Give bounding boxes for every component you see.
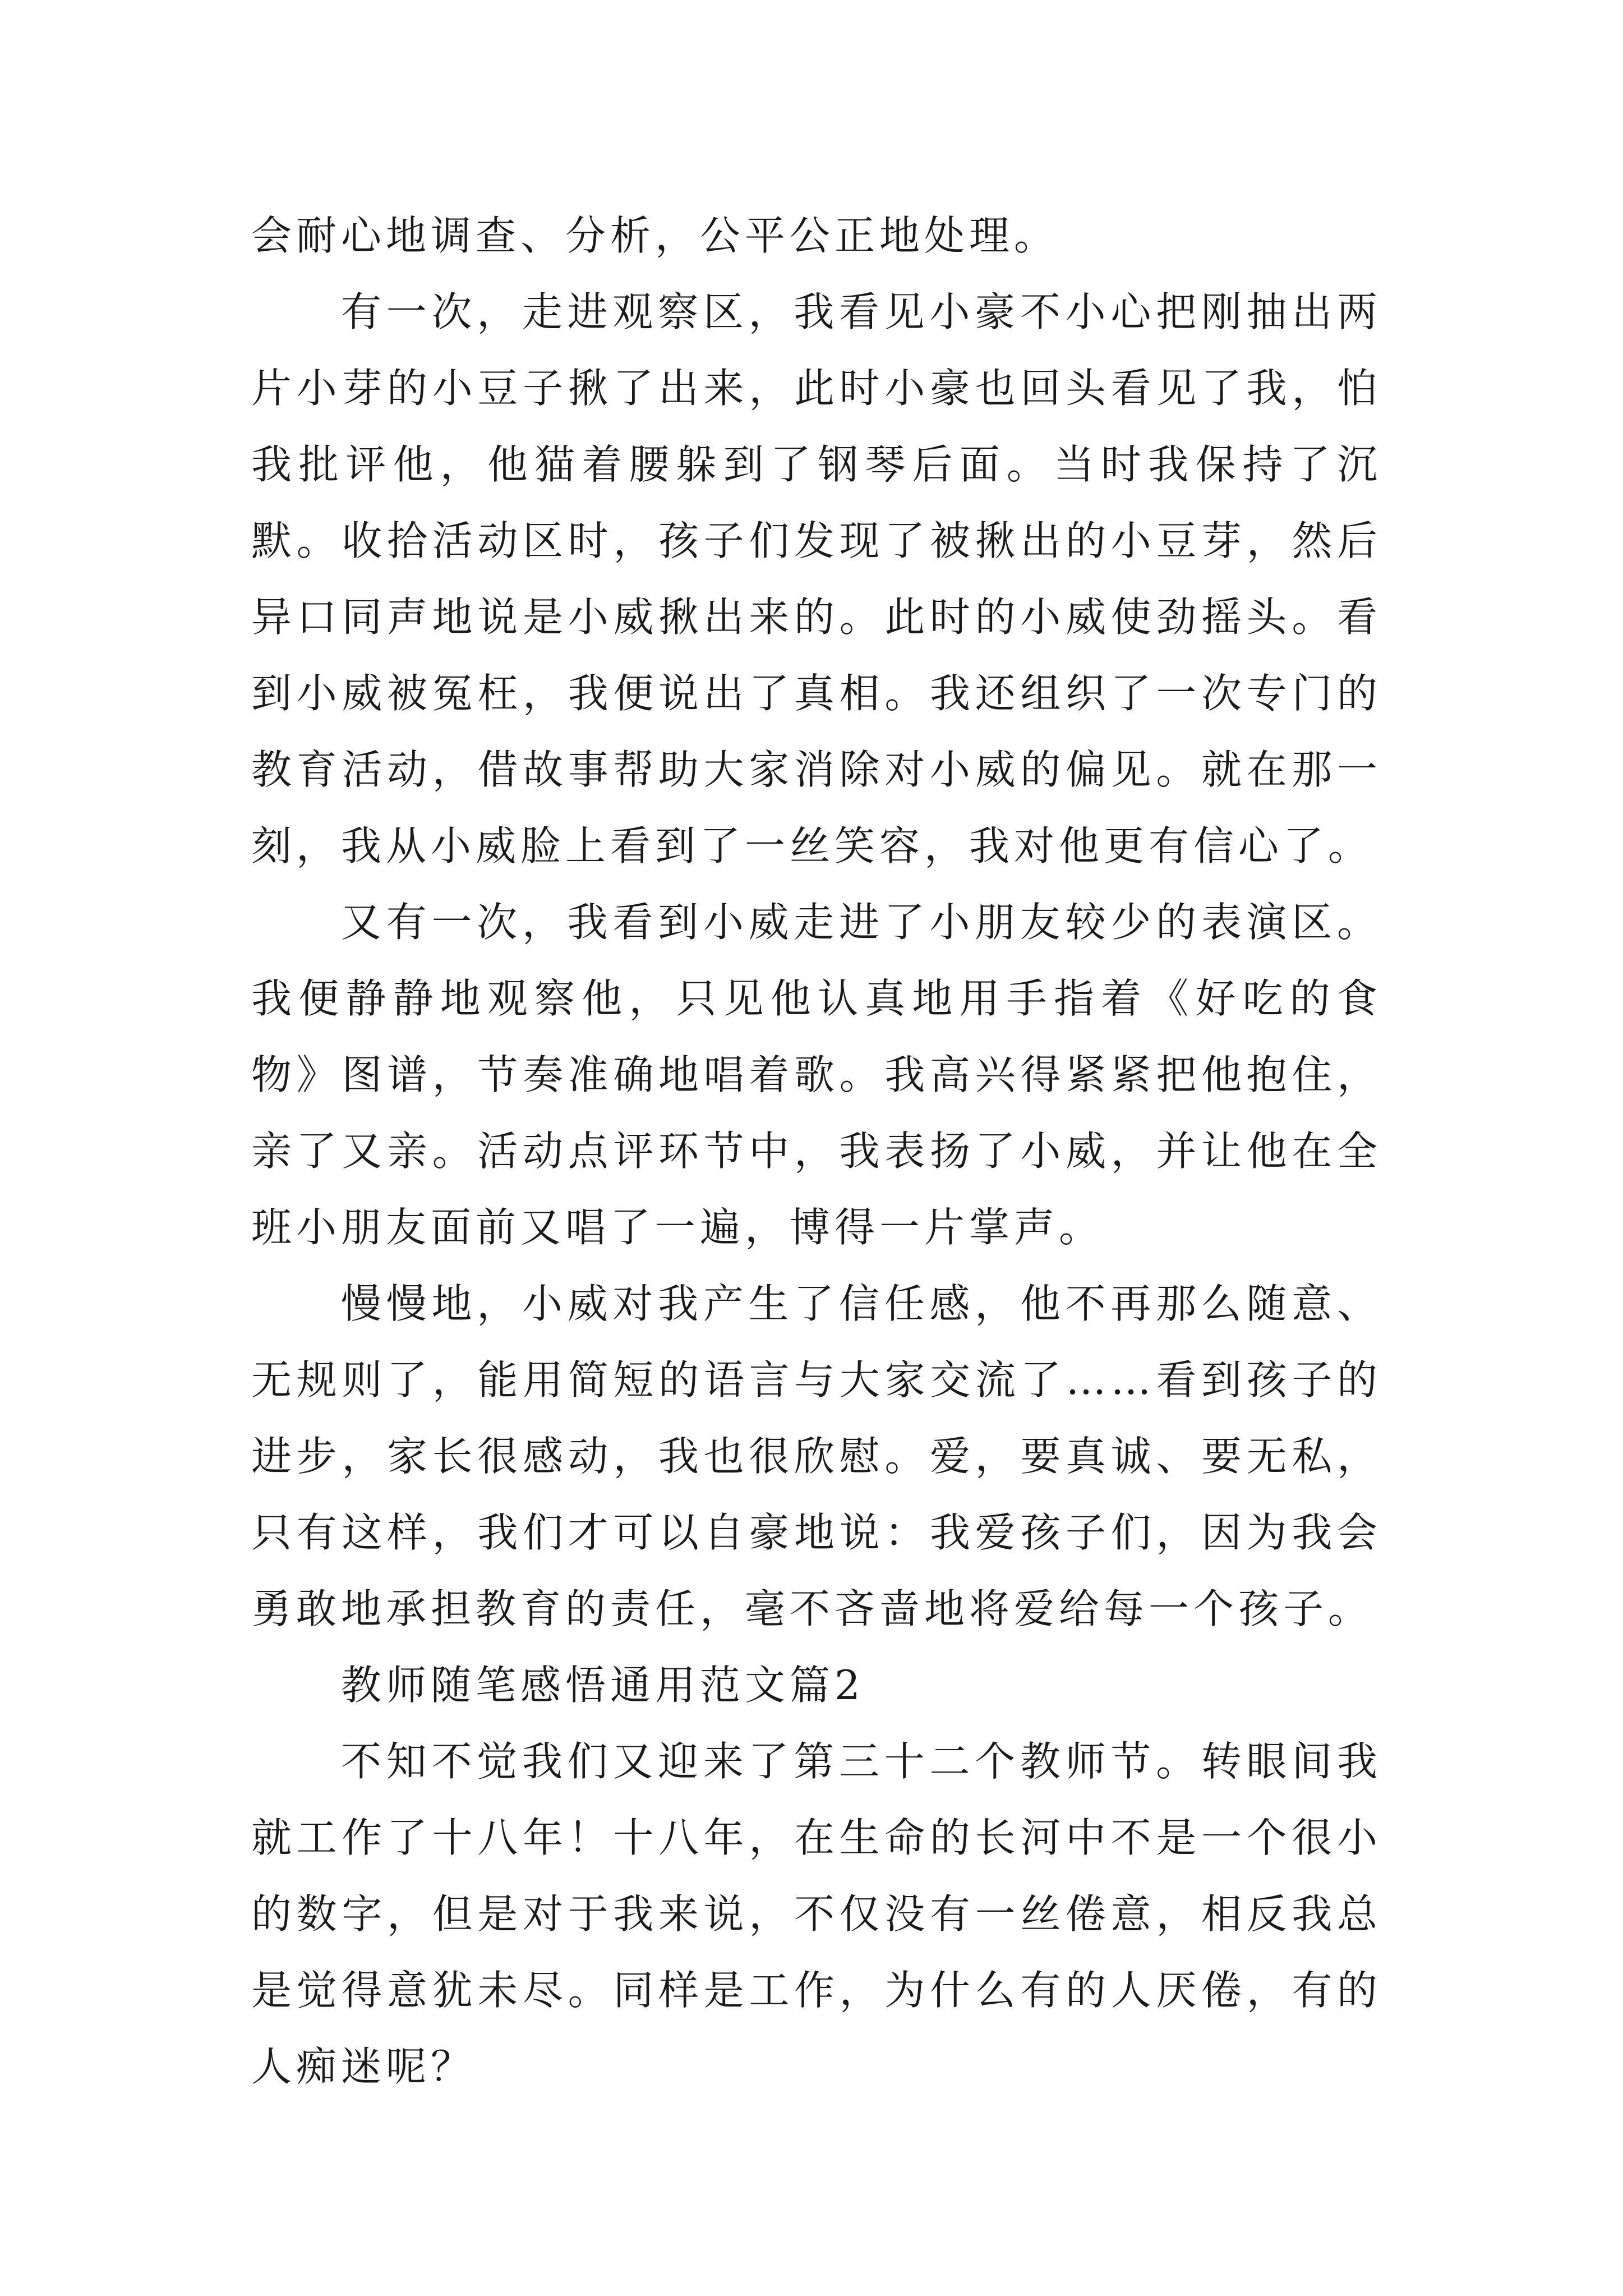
paragraph-continuation: 会耐心地调查、分析，公平公正地处理。: [251, 212, 1059, 259]
paragraph-trust: 慢慢地，小威对我产生了信任感，他不再那么随意、无规则了，能用简短的语言与大家交流了……看到孩子的进步，家长很感动，我也很欣慰。爱，要真诚、要无私，只有这样，我们才可以自豪地说：我爱孩子们，因为我会勇敢地承担教育的责任，毫不吝啬地将爱给每一个孩子。: [251, 1280, 1382, 1632]
document-body: [251, 197, 1382, 2105]
section-heading: 教师随笔感悟通用范文篇2: [341, 1662, 865, 1709]
paragraph-performance-area: 又有一次，我看到小威走进了小朋友较少的表演区。我便静静地观察他，只见他认真地用手指着《好吃的食物》图谱，节奏准确地唱着歌。我高兴得紧紧把他抱住，亲了又亲。活动点评环节中，我表扬了小威，并让他在全班小朋友面前又唱了一遍，博得一片掌声。: [251, 899, 1382, 1251]
paragraph-observation-area: 有一次，走进观察区，我看见小豪不小心把刚抽出两片小芽的小豆子揪了出来，此时小豪也回头看见了我，怕我批评他，他猫着腰躲到了钢琴后面。当时我保持了沉默。收拾活动区时，孩子们发现了被揪出的小豆芽，然后异口同声地说是小威揪出来的。此时的小威使劲摇头。看到小威被冤枉，我便说出了真相。我还组织了一次专门的教育活动，借故事帮助大家消除对小威的偏见。就在那一刻，我从小威脸上看到了一丝笑容，我对他更有信心了。: [251, 288, 1382, 869]
paragraph-teachers-day: 不知不觉我们又迎来了第三十二个教师节。转眼间我就工作了十八年！十八年，在生命的长河中不是一个很小的数字，但是对于我来说，不仅没有一丝倦意，相反我总是觉得意犹未尽。同样是工作，为什么有的人厌倦，有的人痴迷呢？: [251, 1738, 1382, 2090]
